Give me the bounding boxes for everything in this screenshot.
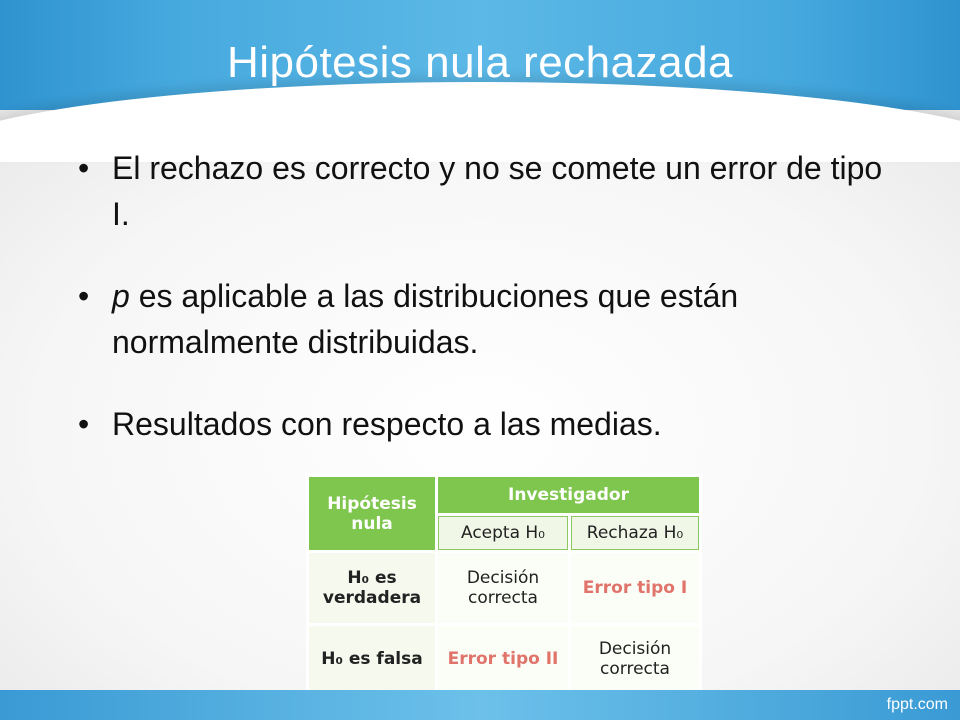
table-group-header: Investigador (438, 477, 699, 513)
table-corner-header: Hipótesis nula (309, 477, 435, 550)
bullet-italic-prefix: p (112, 278, 130, 314)
decision-table-container (306, 474, 702, 692)
column-header-accept: Acepta H₀ (438, 516, 568, 550)
table-cell-error-type-1: Error tipo I (571, 553, 699, 623)
bullet-dot-icon: • (78, 278, 90, 314)
bullet-item (76, 273, 906, 365)
bullet-list (76, 145, 906, 447)
bullet-text: es aplicable a las distribuciones que están normalmente distribuidas. (112, 278, 739, 360)
bullet-text: El rechazo es correcto y no se comete un error de tipo I. (112, 150, 883, 232)
column-header-reject: Rechaza H₀ (571, 516, 699, 550)
brand-label: fppt.com (886, 696, 948, 713)
table-cell-correct-decision: Decisión correcta (438, 553, 568, 623)
slide-title: Hipótesis nula rechazada (226, 38, 734, 87)
bullet-text: Resultados con respecto a las medias. (112, 406, 662, 442)
bullet-item (76, 145, 906, 237)
decision-table (306, 474, 702, 695)
table-cell-correct-decision: Decisión correcta (571, 626, 699, 692)
bullet-item (76, 401, 906, 447)
row-header-false: H₀ es falsa (309, 626, 435, 692)
bullet-dot-icon: • (78, 406, 90, 442)
table-cell-error-type-2: Error tipo II (438, 626, 568, 692)
bullet-dot-icon: • (78, 150, 90, 186)
footer-bar (0, 690, 960, 720)
row-header-true: H₀ es verdadera (309, 553, 435, 623)
